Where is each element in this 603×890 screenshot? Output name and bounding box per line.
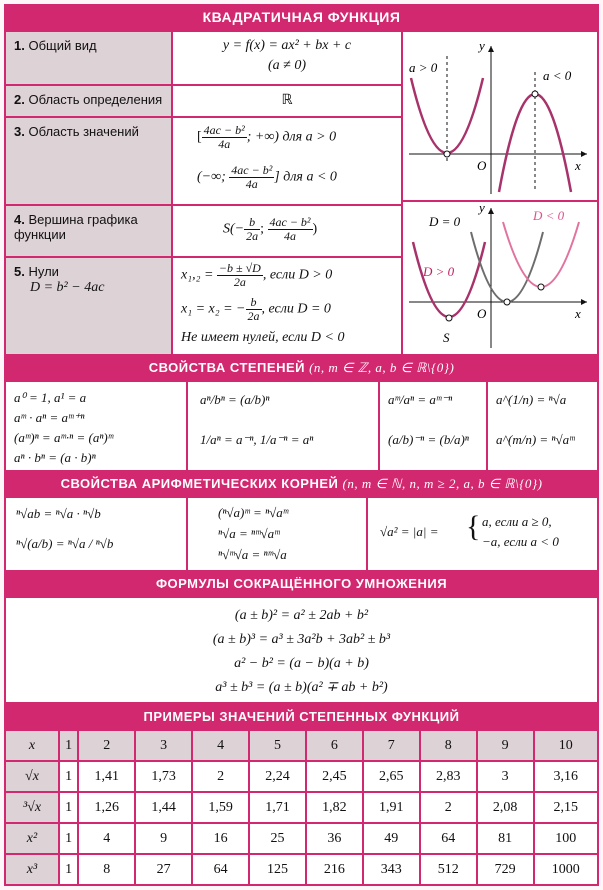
- row-general-form-label: 1. Общий вид: [6, 32, 171, 84]
- table-cell: 1,71: [249, 792, 306, 823]
- table-cell: 36: [306, 823, 363, 854]
- row-domain-value: ℝ: [173, 86, 401, 116]
- parabola-a-sign-plot: [403, 32, 597, 200]
- graph-a-sign: [403, 32, 597, 200]
- label-d-negative: D < 0: [533, 208, 565, 223]
- table-cell: 1,26: [78, 792, 135, 823]
- table-row: [5, 761, 598, 792]
- table-cell: 1: [59, 854, 78, 885]
- table-cell: 2: [78, 730, 135, 761]
- row-zeros-label: 5. Нули D = b² − 4ac: [6, 258, 171, 354]
- svg-text:O: O: [477, 158, 487, 173]
- label-d-positive: D > 0: [423, 264, 455, 279]
- roots-col-1: ⁿ√ab = ⁿ√a · ⁿ√b ⁿ√(a/b) = ⁿ√a / ⁿ√b: [6, 498, 186, 570]
- svg-text:y: y: [479, 202, 485, 215]
- table-cell: 2: [420, 792, 477, 823]
- table-cell: 100: [534, 823, 598, 854]
- table-cell: 64: [420, 823, 477, 854]
- svg-text:x: x: [575, 158, 581, 173]
- table-cell: 49: [363, 823, 420, 854]
- label-a-positive: a > 0: [409, 60, 438, 75]
- table-cell: 125: [249, 854, 306, 885]
- row-range-value: [ $\frac{\text{4ac − b²}}{4a}$ ; +∞) для a > 0 (−∞; $\frac{\text{4ac − b²}}{4a}$ ] для a < 0: [173, 118, 401, 204]
- svg-text:O: O: [477, 306, 487, 321]
- graph-discriminant: [403, 202, 597, 354]
- table-cell: 9: [135, 823, 192, 854]
- table-row-header: ³√x: [5, 792, 59, 823]
- label-d-zero: D = 0: [429, 214, 461, 229]
- table-cell: 7: [363, 730, 420, 761]
- row-range-label: 3. Область значений: [6, 118, 171, 204]
- table-cell: 1: [59, 823, 78, 854]
- abbrev-formulas: (a ± b)² = a² ± 2ab + b² (a ± b)³ = a³ ± 3a²b + 3ab² ± b³ a² − b² = (a − b)(a + b) a³ ± b³ = (a ± b)(a² ∓ ab + b²): [6, 598, 597, 702]
- table-cell: 8: [420, 730, 477, 761]
- roots-col-3: √a² = |a| = { a, если a ≥ 0, −a, если a < 0: [368, 498, 597, 570]
- table-row: [5, 823, 598, 854]
- section-title-quadratic: КВАДРАТИЧНАЯ ФУНКЦИЯ: [4, 4, 599, 30]
- table-row-header: x²: [5, 823, 59, 854]
- table-cell: 6: [306, 730, 363, 761]
- table-cell: 1: [59, 761, 78, 792]
- table-cell: 10: [534, 730, 598, 761]
- powers-col-1: a⁰ = 1, a¹ = a aᵐ · aⁿ = aᵐ⁺ⁿ (aᵐ)ⁿ = aᵐ·ⁿ = (aⁿ)ᵐ aⁿ · bⁿ = (a · b)ⁿ: [6, 382, 186, 470]
- svg-text:x: x: [575, 306, 581, 321]
- table-cell: 16: [192, 823, 249, 854]
- table-cell: 64: [192, 854, 249, 885]
- table-cell: 4: [78, 823, 135, 854]
- table-cell: 3,16: [534, 761, 598, 792]
- table-cell: 81: [477, 823, 534, 854]
- table-cell: 8: [78, 854, 135, 885]
- row-vertex-value: S(− $\frac{b}{2a}$ ; $\frac{\text{4ac − b²}}{4a}$ ): [173, 206, 401, 256]
- powers-col-4: a^(1/n) = ⁿ√a a^(m/n) = ⁿ√aᵐ: [488, 382, 597, 470]
- section-title-roots: СВОЙСТВА АРИФМЕТИЧЕСКИХ КОРНЕЙ (n, m ∈ ℕ, n, m ≥ 2, a, b ∈ ℝ\{0}): [4, 472, 599, 496]
- table-row-header: x: [5, 730, 59, 761]
- table-cell: 343: [363, 854, 420, 885]
- table-cell: 512: [420, 854, 477, 885]
- power-values-table: [4, 729, 599, 886]
- table-cell: 216: [306, 854, 363, 885]
- row-domain-label: 2. Область определения: [6, 86, 171, 116]
- table-cell: 2: [192, 761, 249, 792]
- table-cell: 1: [59, 792, 78, 823]
- section-title-abbrev: ФОРМУЛЫ СОКРАЩЁННОГО УМНОЖЕНИЯ: [4, 572, 599, 596]
- table-cell: 2,08: [477, 792, 534, 823]
- row-zeros-value: x₁,₂ = $\frac{-b \pm √D}{2a}$ , если D > 0 x₁ = x₂ = − $\frac{b}{2a}$ , если D = 0 Не имеет нулей, если D < 0: [173, 258, 401, 354]
- svg-text:y: y: [479, 38, 485, 53]
- table-cell: 9: [477, 730, 534, 761]
- table-cell: 2,65: [363, 761, 420, 792]
- table-cell: 1,73: [135, 761, 192, 792]
- table-cell: 27: [135, 854, 192, 885]
- table-cell: 2,24: [249, 761, 306, 792]
- row-general-form-value: y = f(x) = ax² + bx + c (a ≠ 0): [173, 32, 401, 84]
- parabola-discriminant-plot: [403, 202, 597, 354]
- table-cell: 1000: [534, 854, 598, 885]
- table-cell: 1,82: [306, 792, 363, 823]
- section-title-table: ПРИМЕРЫ ЗНАЧЕНИЙ СТЕПЕННЫХ ФУНКЦИЙ: [4, 704, 599, 729]
- table-row: [5, 792, 598, 823]
- table-row: [5, 730, 598, 761]
- table-cell: 5: [249, 730, 306, 761]
- table-cell: 1: [59, 730, 78, 761]
- table-cell: 25: [249, 823, 306, 854]
- table-cell: 3: [477, 761, 534, 792]
- label-a-negative: a < 0: [543, 68, 572, 83]
- table-cell: 1,44: [135, 792, 192, 823]
- table-cell: 4: [192, 730, 249, 761]
- table-cell: 1,41: [78, 761, 135, 792]
- table-cell: 2,15: [534, 792, 598, 823]
- table-cell: 3: [135, 730, 192, 761]
- row-vertex-label: 4. Вершина графика функции: [6, 206, 171, 256]
- powers-col-2: aⁿ/bⁿ = (a/b)ⁿ 1/aⁿ = a⁻ⁿ, 1/a⁻ⁿ = aⁿ: [188, 382, 378, 470]
- table-row-header: √x: [5, 761, 59, 792]
- table-cell: 2,45: [306, 761, 363, 792]
- table-cell: 1,91: [363, 792, 420, 823]
- table-cell: 1,59: [192, 792, 249, 823]
- table-row-header: x³: [5, 854, 59, 885]
- table-cell: 729: [477, 854, 534, 885]
- svg-text:S: S: [443, 330, 450, 345]
- section-title-powers: СВОЙСТВА СТЕПЕНЕЙ (n, m ∈ ℤ, a, b ∈ ℝ\{0}): [4, 356, 599, 380]
- powers-col-3: aᵐ/aⁿ = aᵐ⁻ⁿ (a/b)⁻ⁿ = (b/a)ⁿ: [380, 382, 486, 470]
- table-row: [5, 854, 598, 885]
- roots-col-2: (ⁿ√a)ᵐ = ⁿ√aᵐ ⁿ√a = ⁿᵐ√aᵐ ⁿ√ᵐ√a = ⁿᵐ√a: [188, 498, 366, 570]
- table-cell: 2,83: [420, 761, 477, 792]
